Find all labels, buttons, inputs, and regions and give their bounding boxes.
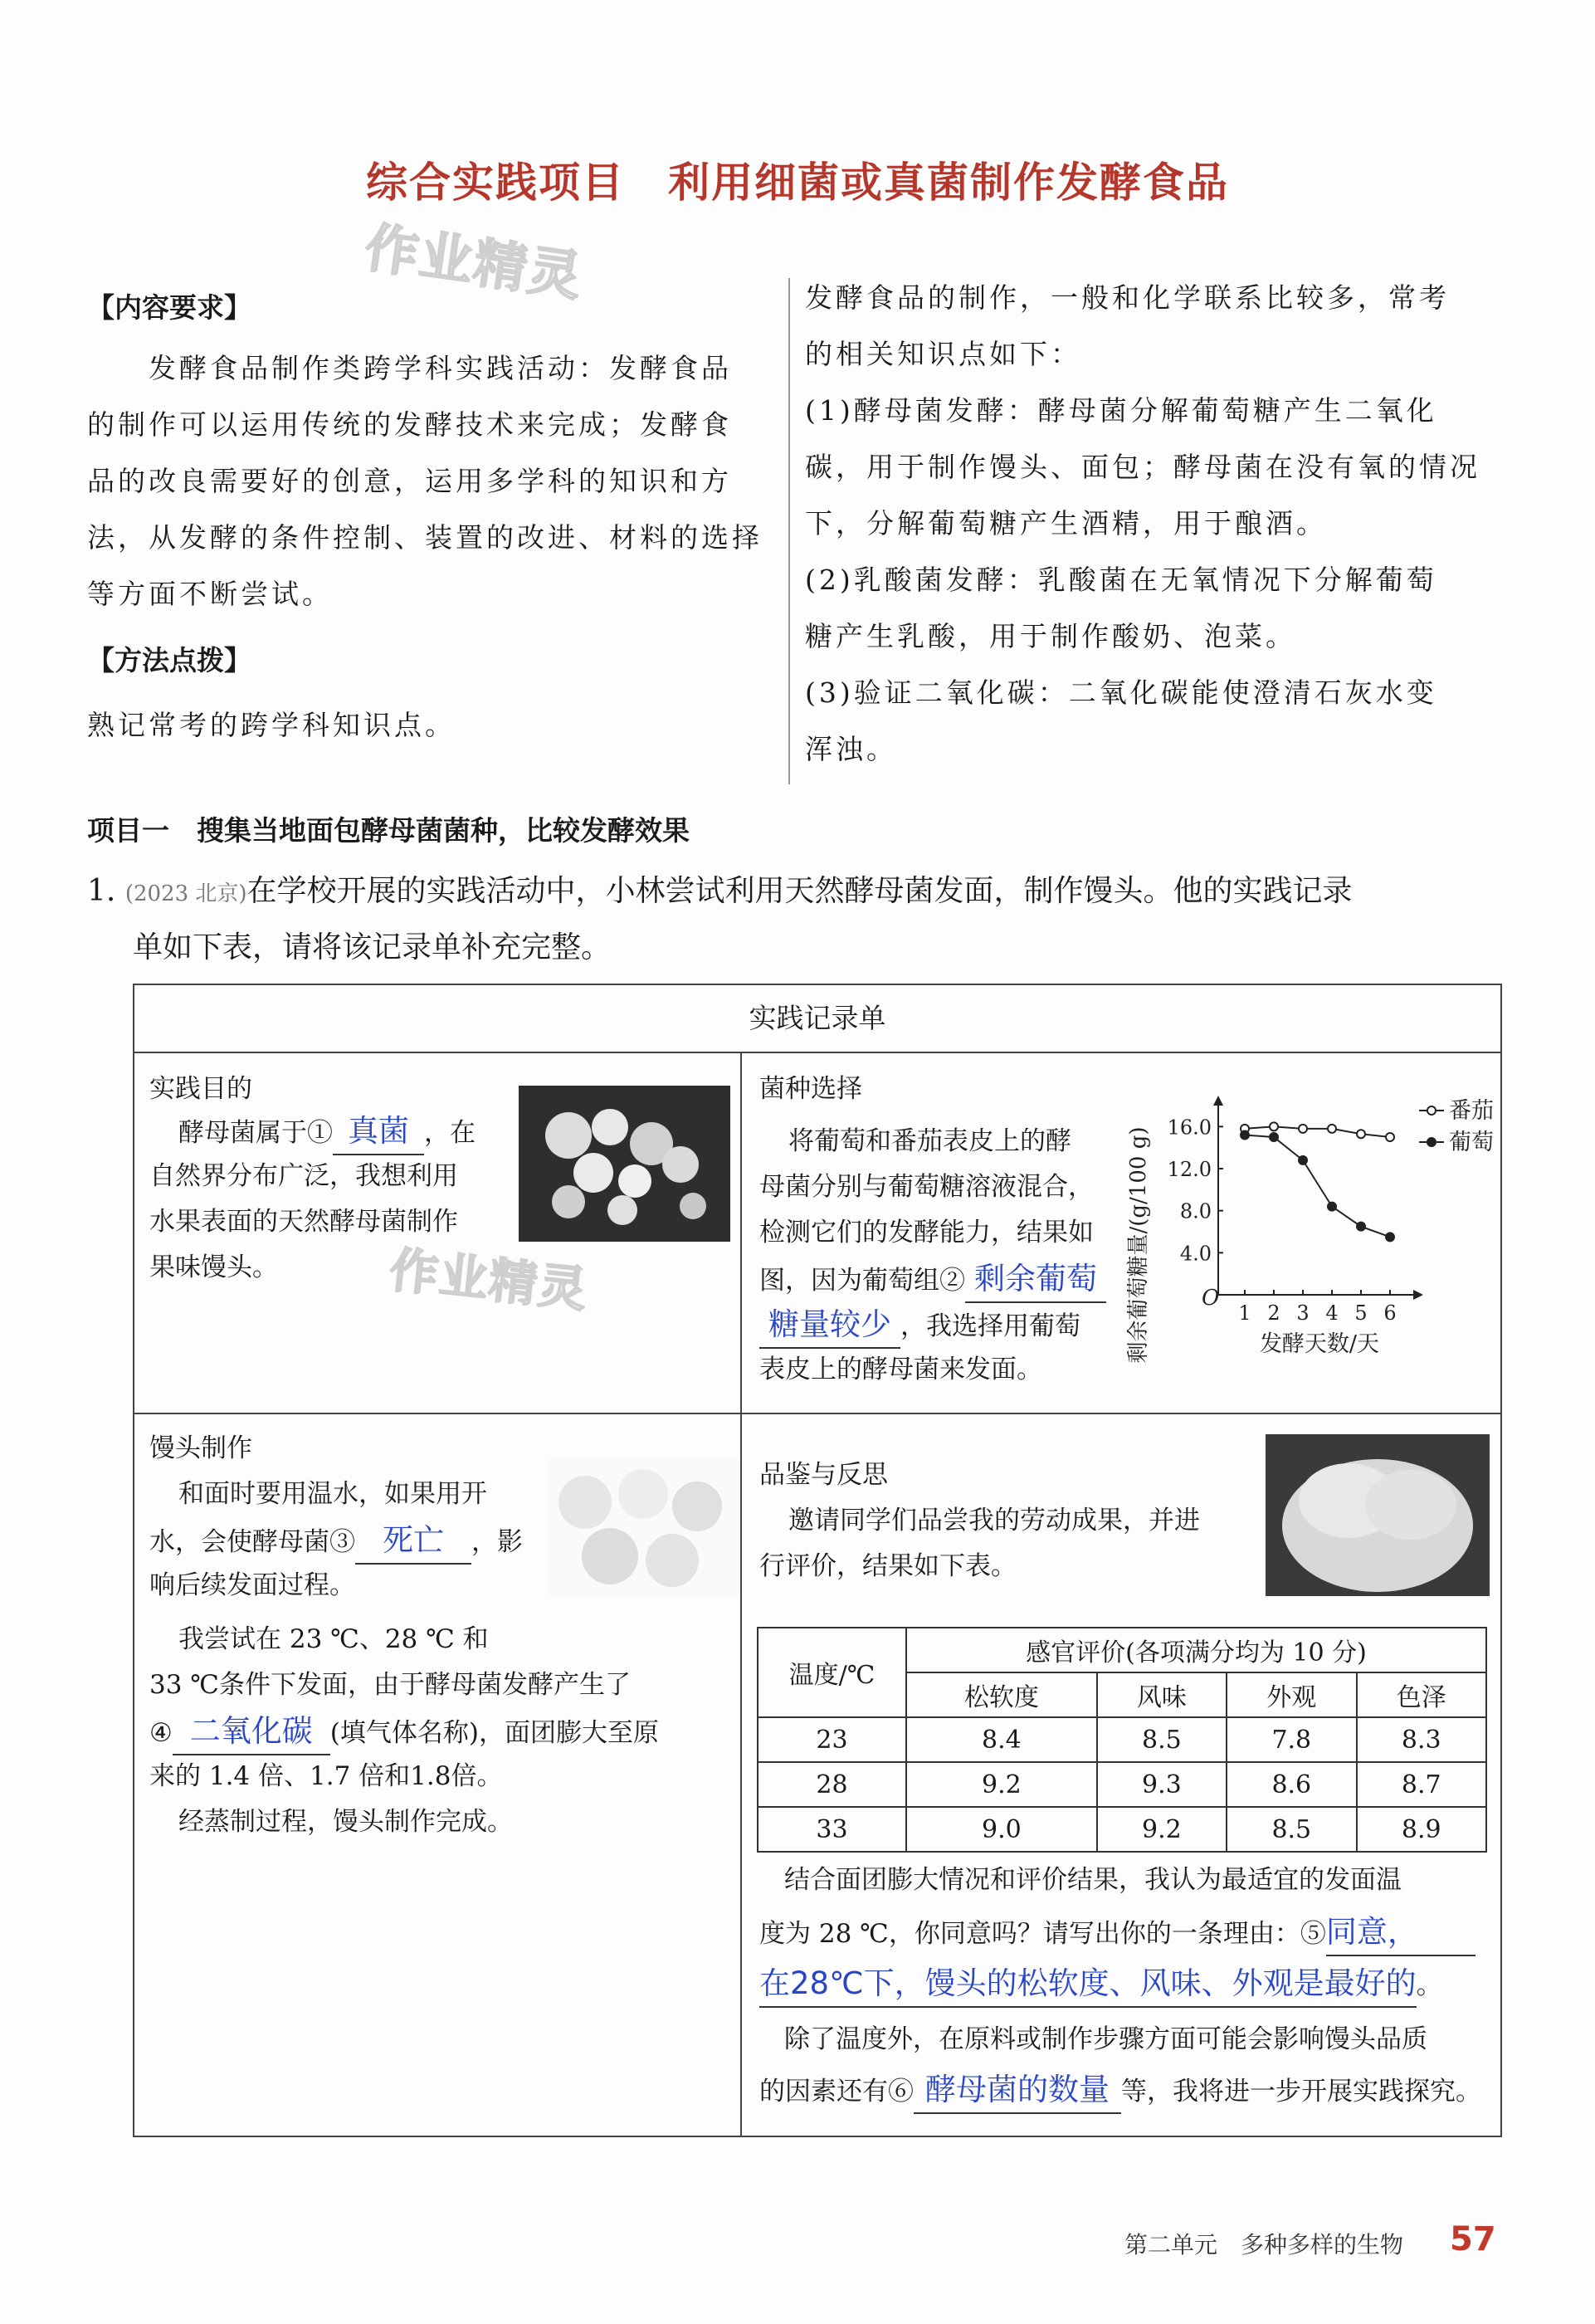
chart-ytick-label: 12.0 bbox=[1167, 1158, 1212, 1181]
column-divider bbox=[788, 278, 790, 784]
table-cell: 8.5 bbox=[1227, 1807, 1356, 1852]
chart-point bbox=[1386, 1233, 1394, 1241]
strain-line4 bbox=[759, 1256, 1106, 1304]
chart-legend-label: 番茄 bbox=[1449, 1098, 1494, 1124]
evaluation-table bbox=[757, 1627, 1487, 1853]
table-cell: 28 bbox=[758, 1762, 906, 1807]
steam-line1: 和面时要用温水，如果用开 bbox=[178, 1479, 487, 1509]
answer-6: 酵母菌的数量 bbox=[914, 2067, 1121, 2114]
purpose-title: 实践目的 bbox=[149, 1074, 252, 1104]
table-cell: 8.7 bbox=[1357, 1762, 1487, 1807]
purpose-line4: 果味馒头。 bbox=[149, 1252, 278, 1282]
chart-xtick-label: 3 bbox=[1296, 1301, 1310, 1325]
steam-line4: 我尝试在 23 ℃、28 ℃ 和 bbox=[178, 1624, 489, 1654]
answer-4: 二氧化碳 bbox=[173, 1708, 330, 1755]
chart-point bbox=[1328, 1125, 1336, 1133]
chart-series-line-番茄 bbox=[1245, 1126, 1390, 1137]
req-line: 发酵食品制作类跨学科实践活动：发酵食品 bbox=[87, 352, 732, 384]
req-line: 法，从发酵的条件控制、装置的改进、材料的选择 bbox=[87, 521, 763, 554]
steam-line3: 响后续发面过程。 bbox=[149, 1570, 355, 1600]
method-text: 熟记常考的跨学科知识点。 bbox=[87, 709, 456, 741]
question-1 bbox=[87, 863, 1515, 922]
req-line: 品的改良需要好的创意，运用多学科的知识和方 bbox=[87, 465, 732, 497]
answer-2-part1: 剩余葡萄 bbox=[965, 1256, 1106, 1303]
table-cell: 8.3 bbox=[1357, 1717, 1487, 1762]
chart-point bbox=[1270, 1133, 1278, 1141]
req-line: 等方面不断尝试。 bbox=[87, 578, 333, 610]
knowledge-line: 碳，用于制作馒头、面包；酵母菌在没有氧的情况 bbox=[805, 451, 1480, 483]
col-header: 松软度 bbox=[906, 1672, 1097, 1717]
chart-legend-marker bbox=[1427, 1106, 1436, 1115]
chart-ytick-label: 4.0 bbox=[1179, 1242, 1212, 1266]
table-cell: 8.6 bbox=[1227, 1762, 1356, 1807]
steam-text: ④ bbox=[149, 1718, 173, 1748]
conclusion-line2 bbox=[759, 1909, 1475, 1957]
knowledge-line: (1)酵母菌发酵：酵母菌分解葡萄糖产生二氧化 bbox=[805, 394, 1437, 427]
content-requirement-heading: 【内容要求】 bbox=[87, 291, 251, 324]
purpose-line1 bbox=[178, 1108, 476, 1156]
question-number: 1. bbox=[87, 874, 116, 908]
steam-text: 水，会使酵母菌③ bbox=[149, 1527, 355, 1557]
chart-xtick-label: 2 bbox=[1267, 1301, 1280, 1325]
conclusion-text: 的因素还有⑥ bbox=[759, 2077, 914, 2107]
conclusion-text: 度为 28 ℃，你同意吗？请写出你的一条理由：⑤ bbox=[759, 1919, 1326, 1949]
chart-x-arrow bbox=[1413, 1290, 1423, 1300]
table-cell: 8.5 bbox=[1097, 1717, 1227, 1762]
record-divider-horizontal bbox=[134, 1413, 1500, 1414]
chart-point bbox=[1241, 1130, 1249, 1139]
conclusion-line4: 除了温度外，在原料或制作步骤方面可能会影响馒头品质 bbox=[784, 2024, 1427, 2054]
purpose-text: 酵母菌属于① bbox=[178, 1118, 333, 1148]
chart-xtick-label: 4 bbox=[1325, 1301, 1339, 1325]
req-line: 的制作可以运用传统的发酵技术来完成；发酵食 bbox=[87, 408, 732, 441]
answer-2-part2: 糖量较少 bbox=[759, 1301, 900, 1349]
table-row bbox=[758, 1717, 1486, 1762]
chart-legend-label: 葡萄 bbox=[1449, 1130, 1494, 1155]
chart-point bbox=[1386, 1133, 1394, 1141]
answer-5-part2: 在28℃下，馒头的松软度、风味、外观是最好的 bbox=[759, 1960, 1417, 2008]
content-requirement-text bbox=[87, 340, 776, 622]
chart-legend-marker bbox=[1427, 1138, 1436, 1146]
record-sheet-header: 实践记录单 bbox=[134, 985, 1500, 1053]
question-text-line2: 单如下表，请将该记录单补充完整。 bbox=[133, 930, 612, 964]
conclusion-text: 等，我将进一步开展实践探究。 bbox=[1121, 2077, 1481, 2107]
answer-3: 死亡 bbox=[355, 1517, 471, 1565]
table-cell: 23 bbox=[758, 1717, 906, 1762]
strain-line5 bbox=[759, 1301, 1080, 1350]
col-header: 色泽 bbox=[1357, 1672, 1487, 1717]
knowledge-line: 下，分解葡萄糖产生酒精，用于酿酒。 bbox=[805, 507, 1327, 540]
chart-xtick-label: 6 bbox=[1383, 1301, 1397, 1325]
method-heading: 【方法点拨】 bbox=[87, 644, 251, 676]
temp-header: 温度/℃ bbox=[758, 1628, 906, 1717]
review-line2: 行评价，结果如下表。 bbox=[759, 1551, 1017, 1581]
steam-line5: 33 ℃条件下发面，由于酵母菌发酵产生了 bbox=[149, 1670, 631, 1700]
table-row bbox=[758, 1807, 1486, 1852]
page-number: 57 bbox=[1450, 2220, 1496, 2258]
chart-ylabel: 剩余葡萄糖量/(g/100 g) bbox=[1126, 1126, 1151, 1364]
table-cell: 9.2 bbox=[906, 1762, 1097, 1807]
table-cell: 33 bbox=[758, 1807, 906, 1852]
strain-title: 菌种选择 bbox=[759, 1074, 862, 1104]
table-cell: 8.4 bbox=[906, 1717, 1097, 1762]
table-cell: 9.0 bbox=[906, 1807, 1097, 1852]
review-title: 品鉴与反思 bbox=[759, 1460, 888, 1490]
chart-y-arrow bbox=[1213, 1096, 1223, 1106]
chart-point bbox=[1357, 1223, 1365, 1231]
watermark: 作业精灵 bbox=[361, 217, 588, 309]
chart-point bbox=[1357, 1130, 1365, 1138]
knowledge-line: 的相关知识点如下： bbox=[805, 338, 1081, 370]
table-cell: 9.2 bbox=[1097, 1807, 1227, 1852]
steam-text: ，影 bbox=[471, 1527, 523, 1557]
steam-line7: 来的 1.4 倍、1.7 倍和1.8倍。 bbox=[149, 1761, 503, 1791]
purpose-text: ，在 bbox=[424, 1118, 476, 1148]
review-line1: 邀请同学们品尝我的劳动成果，并进 bbox=[788, 1506, 1200, 1536]
table-cell: 8.9 bbox=[1357, 1807, 1487, 1852]
conclusion-line3 bbox=[759, 1960, 1442, 2009]
chart-point bbox=[1328, 1203, 1336, 1211]
chart-xlabel: 发酵天数/天 bbox=[1259, 1331, 1380, 1357]
table-cell: 7.8 bbox=[1227, 1717, 1356, 1762]
chart-xtick-label: 5 bbox=[1354, 1301, 1368, 1325]
question-text-line1: 在学校开展的实践活动中，小林尝试利用天然酵母菌发面，制作馒头。他的实践记录 bbox=[246, 874, 1353, 908]
strain-line2: 母菌分别与葡萄糖溶液混合， bbox=[759, 1172, 1094, 1202]
answer-5-part1: 同意， bbox=[1326, 1909, 1475, 1956]
record-divider-vertical bbox=[740, 1052, 742, 2137]
footer-unit: 第二单元 多种多样的生物 bbox=[1124, 2231, 1404, 2258]
watermark-2: 作业精灵 bbox=[387, 1241, 592, 1319]
steam-title: 馒头制作 bbox=[149, 1433, 252, 1463]
table-cell: 9.3 bbox=[1097, 1762, 1227, 1807]
conclusion-text: 。 bbox=[1416, 1970, 1442, 2000]
steam-line6 bbox=[149, 1708, 659, 1756]
yeast-micrograph bbox=[519, 1086, 730, 1242]
glucose-chart bbox=[1120, 1087, 1494, 1364]
col-header: 风味 bbox=[1097, 1672, 1227, 1717]
page-title: 综合实践项目 利用细菌或真菌制作发酵食品 bbox=[366, 159, 1229, 207]
bun-photo bbox=[1266, 1434, 1490, 1596]
group-header: 感官评价(各项满分均为 10 分) bbox=[906, 1628, 1486, 1672]
answer-1: 真菌 bbox=[333, 1108, 424, 1155]
strain-line3: 检测它们的发酵能力，结果如 bbox=[759, 1218, 1094, 1247]
strain-line6: 表皮上的酵母菌来发面。 bbox=[759, 1355, 1042, 1384]
knowledge-line: 浑浊。 bbox=[805, 733, 897, 765]
knowledge-points bbox=[805, 270, 1502, 778]
chart-ytick-label: 8.0 bbox=[1179, 1199, 1212, 1223]
project-heading: 项目一 搜集当地面包酵母菌菌种，比较发酵效果 bbox=[87, 814, 690, 847]
knowledge-line: (3)验证二氧化碳：二氧化碳能使澄清石灰水变 bbox=[805, 676, 1437, 709]
chart-ytick-label: 16.0 bbox=[1167, 1116, 1212, 1140]
purpose-line3: 水果表面的天然酵母菌制作 bbox=[149, 1207, 458, 1237]
col-header: 外观 bbox=[1227, 1672, 1356, 1717]
conclusion-line1: 结合面团膨大情况和评价结果，我认为最适宜的发面温 bbox=[784, 1865, 1402, 1895]
knowledge-line: 发酵食品的制作，一般和化学联系比较多，常考 bbox=[805, 281, 1450, 314]
strain-text: ，我选择用葡萄 bbox=[900, 1311, 1080, 1341]
chart-point bbox=[1270, 1122, 1278, 1130]
table-row bbox=[758, 1762, 1486, 1807]
knowledge-line: 糖产生乳酸，用于制作酸奶、泡菜。 bbox=[805, 620, 1296, 652]
chart-point bbox=[1299, 1156, 1307, 1164]
question-source: (2023 北京) bbox=[124, 881, 247, 906]
chart-xtick-label: 1 bbox=[1238, 1301, 1251, 1325]
strain-text: 图，因为葡萄组② bbox=[759, 1266, 965, 1296]
knowledge-line: (2)乳酸菌发酵：乳酸菌在无氧情况下分解葡萄 bbox=[805, 564, 1437, 596]
steam-line2 bbox=[149, 1517, 523, 1565]
chart-origin: O bbox=[1202, 1286, 1220, 1311]
steam-line8: 经蒸制过程，馒头制作完成。 bbox=[178, 1807, 513, 1837]
conclusion-line5 bbox=[759, 2067, 1481, 2115]
chart-series-line-葡萄 bbox=[1245, 1135, 1390, 1237]
strain-line1: 将葡萄和番茄表皮上的酵 bbox=[788, 1126, 1071, 1156]
steamed-buns-photo bbox=[548, 1457, 739, 1598]
chart-point bbox=[1299, 1125, 1307, 1133]
steam-text: (填气体名称)，面团膨大至原 bbox=[329, 1718, 659, 1748]
purpose-line2: 自然界分布广泛，我想利用 bbox=[149, 1161, 458, 1191]
